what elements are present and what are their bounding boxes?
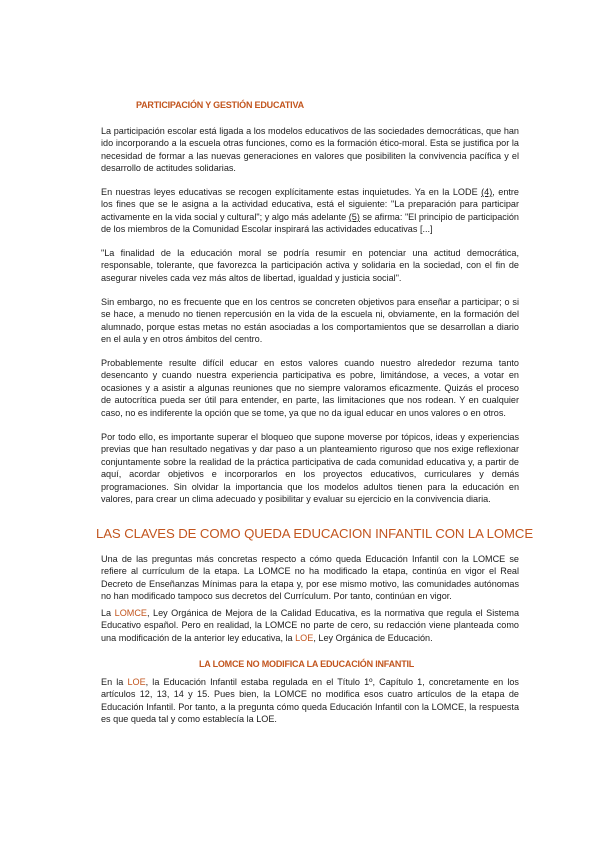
- paragraph-objectives: Sin embargo, no es frecuente que en los centros se concreten objetivos para enseñar a participar; o si se hace, a menudo no tienen repercusión en la vida de la escuela ni, obviamente, en la formación del alumnado, porque estas metas no están asociadas a los comportamientos que se desarrollan a diario en el aula y en otros ámbitos del centro.: [101, 297, 519, 345]
- paragraph-laws-text-b: , entre los fines que se le asigna a la actividad educativa, está el siguiente: "La preparación para participar activamente en la vida social y cultural"; y algo más adelante: [101, 187, 519, 222]
- paragraph-lomce-text-c: , Ley Orgánica de Educación.: [313, 632, 433, 643]
- heading-lomce-keys: LAS CLAVES DE COMO QUEDA EDUCACION INFANTIL CON LA LOMCE: [96, 526, 534, 541]
- footnote-link-5[interactable]: (5): [348, 211, 360, 222]
- paragraph-infant-regulation: [101, 676, 519, 726]
- section-title: PARTICIPACIÓN Y GESTIÓN EDUCATIVA: [136, 100, 304, 110]
- loe-keyword-2: LOE: [127, 677, 146, 687]
- paragraph-lomce-definition: [101, 607, 519, 644]
- loe-keyword: LOE: [295, 632, 314, 643]
- paragraph-laws-text-a: En nuestras leyes educativas se recogen explícitamente estas inquietudes. Ya en la LODE: [101, 187, 478, 197]
- paragraph-lomce-text-b: , Ley Orgánica de Mejora de la Calidad Educativa, es la normativa que regula el Sistema Educativo español. Pero en realidad, la LOMCE no parte de cero, su redacción viene planteada como una modificación de la anterior ley educativa, la: [101, 608, 519, 643]
- paragraph-lomce-text-a: La: [101, 608, 112, 618]
- paragraph-infant-text-b: , la Educación Infantil estaba regulada en el Título 1º, Capítulo 1, concretamente en los artículos 12, 13, 14 y 15. Pues bien, la LOMCE no modifica esos cuatro artículos de la etapa de Educación Infantil. Por tanto, a la pregunta cómo queda Educación Infantil con la LOMCE, la respuesta es que queda tal y como establecía la LOE.: [101, 677, 519, 725]
- footnote-link-4[interactable]: (4): [481, 187, 493, 197]
- paragraph-moral-education: "La finalidad de la educación moral se podría resumir en potenciar una actitud democrática, responsable, tolerante, que favorezca la participación activa y solidaria en la sociedad, con el fin de asegurar niveles cada vez más altos de libertad, igualdad y justicia social".: [101, 248, 519, 283]
- paragraph-values: Probablemente resulte difícil educar en estos valores cuando nuestro alrededor rezuma tanto desencanto y cuando nuestra experiencia participativa es pobre, limitándose, a veces, a votar en ocasiones y a asistir a algunas reuniones que no siempre valoramos eficazmente. Quizás el proceso de autocrítica pueda ser útil para entender, en parte, las limitaciones que nos rodean. Y en cualquier caso, no es indiferente la opción que se tome, ya que no da igual educar en unos valores o en otros.: [101, 358, 519, 418]
- lomce-keyword: LOMCE: [114, 608, 147, 618]
- heading-lomce-no-modifica: LA LOMCE NO MODIFICA LA EDUCACIÓN INFANTIL: [199, 659, 415, 669]
- paragraph-laws-text-c: se afirma: "El principio de participación de los miembros de la Comunidad Escolar inspirará las actividades educativas [...]: [101, 211, 519, 235]
- paragraph-infant-text-a: En la: [101, 677, 124, 687]
- paragraph-curriculum: Una de las preguntas más concretas respecto a cómo queda Educación Infantil con la LOMCE se refiere al currículum de la etapa. La LOMCE no ha modificado la etapa, continúa en vigor el Real Decreto de Enseñanzas Mínimas para la etapa y, por ese mismo motivo, las comunidades autónomas no han modificado tampoco sus decretos del Currículum. Por tanto, continúan en vigor.: [101, 554, 519, 602]
- paragraph-participation: La participación escolar está ligada a los modelos educativos de las sociedades democráticas, que han ido incorporando a la escuela otras funciones, como es la formación ético-moral. Esta se justifica por la necesidad de formar a las nuevas generaciones en valores que posibiliten la convivencia pacífica y el desarrollo de actitudes solidarias.: [101, 126, 519, 174]
- paragraph-conclusion: Por todo ello, es importante superar el bloqueo que supone moverse por tópicos, ideas y experiencias previas que han resultado negativas y dar paso a un planteamiento riguroso que nos exige reflexionar conjuntamente sobre la realidad de la práctica participativa de cada comunidad educativa y, a partir de aquí, acordar objetivos e incorporarlos en los proyectos educativos, curriculares y demás programaciones. Sin olvidar la importancia que los modelos adultos tienen para la educación en valores, para crear un clima adecuado y posibilitar y evaluar su ejercicio en la convivencia diaria.: [101, 432, 519, 505]
- paragraph-laws: [101, 186, 519, 236]
